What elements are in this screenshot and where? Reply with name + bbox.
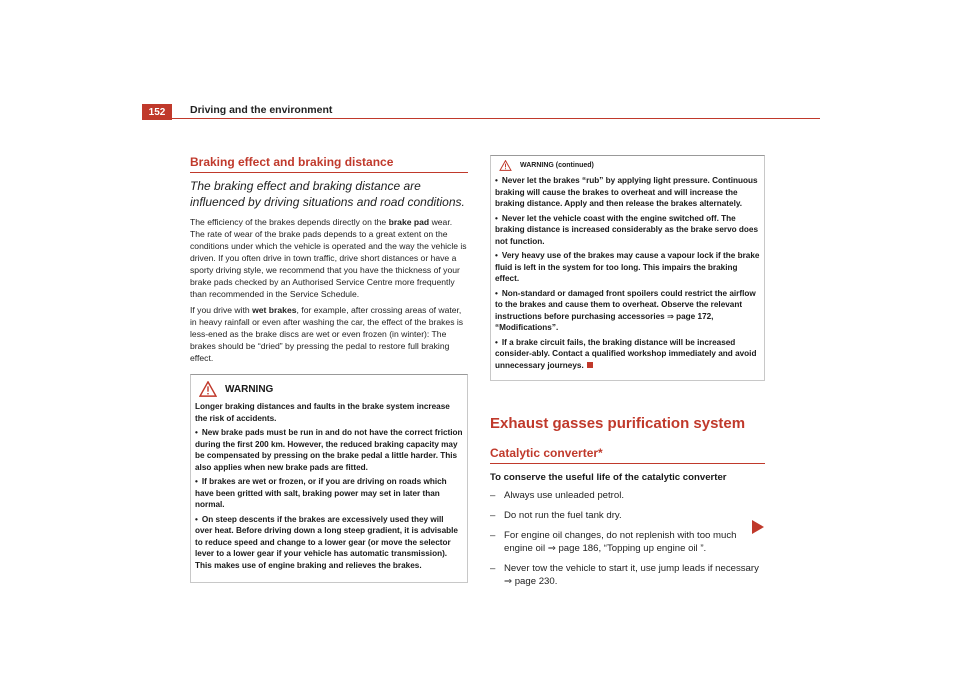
- step-text: Do not run the fuel tank dry.: [504, 510, 622, 521]
- section-title-braking: Braking effect and braking distance: [190, 155, 468, 173]
- bullet-icon: •: [495, 288, 498, 298]
- warning-bullet: [495, 250, 760, 285]
- text-span: , for example, after crossing areas of water, in heavy rainfall or even after washing the car, the effect of the brakes is less-ened as the brake discs are wet or even frozen (in winter): The brakes should be “dried” by pressing the pedal to restore full braking effect.: [190, 305, 464, 363]
- warning-header: [499, 160, 760, 171]
- steps-list: [490, 489, 765, 588]
- steps-intro: To conserve the useful life of the catalytic converter: [490, 472, 727, 483]
- step-text: Never tow the vehicle to start it, use jump leads if necessary ⇒ page 230.: [504, 563, 759, 587]
- text-span: If you drive with: [190, 305, 253, 315]
- bullet-icon: •: [495, 251, 498, 260]
- chapter-title: Driving and the environment: [190, 104, 333, 116]
- dash-marker: –: [490, 490, 496, 501]
- bullet-text: If a brake circuit fails, the braking distance will be increased consider-ably. Contact a qualified workshop immediately and avoid unnecessary journeys.: [495, 337, 757, 370]
- warning-bullet: [195, 476, 463, 511]
- paragraph-brake-pads: [190, 216, 468, 300]
- warning-bullet: [495, 175, 760, 210]
- page-number: 152: [142, 104, 172, 120]
- dash-marker: –: [490, 530, 496, 541]
- bold-term: wet brakes: [252, 305, 297, 315]
- bullet-text: If brakes are wet or frozen, or if you are driving on roads which have been gritted with salt, braking power may set in later than normal.: [195, 477, 447, 509]
- paragraph-wet-brakes: [190, 304, 468, 364]
- warning-triangle-icon: [499, 160, 512, 171]
- bullet-icon: •: [495, 213, 498, 223]
- warning-header: [199, 381, 463, 397]
- bold-term: brake pad: [388, 217, 430, 227]
- bullet-text: Non-standard or damaged front spoilers could restrict the airflow to the brakes and cause them to overheat. Observe the relevant instructions before purchasing accessories ⇒ page 172, “Modifications”.: [495, 288, 756, 332]
- warning-bullet: [195, 514, 463, 572]
- step-text: Always use unleaded petrol.: [504, 490, 624, 501]
- left-column: [190, 155, 468, 583]
- bullet-text: Never let the vehicle coast with the engine switched off. The braking distance is increased considerably as the brake servo does not function.: [495, 213, 759, 246]
- list-item: [490, 529, 765, 555]
- list-item: [490, 562, 765, 588]
- chapter-heading-exhaust: Exhaust gasses purification system: [490, 415, 746, 432]
- warning-bullet: [495, 337, 760, 372]
- bullet-icon: •: [195, 477, 198, 486]
- dash-marker: –: [490, 510, 496, 521]
- warning-continued-box: [490, 155, 765, 381]
- warning-triangle-icon: [199, 381, 217, 397]
- bullet-text: On steep descents if the brakes are excessively used they will over heat. Before driving down a long steep gradient, it is advisable to reduce speed and change to a lower gear (or move the selector lever to a lower gear if your vehicle has automatic transmission). This makes use of engine braking and relieves the brakes.: [195, 514, 458, 570]
- end-of-section-icon: [587, 362, 593, 368]
- bullet-text: Never let the brakes “rub” by applying light pressure. Continuous braking will cause the brakes to overheat and will increase the braking distance. Apply and then release the brakes alternately.: [495, 176, 758, 208]
- bullet-text: New brake pads must be run in and do not have the correct friction during the first 200 km. However, the reduced braking capacity may be compensated by pressing on the brake pedal a little harder. This also applies when new brake pads are fitted.: [195, 428, 463, 472]
- warning-bullet: [495, 288, 760, 334]
- bullet-icon: •: [195, 428, 198, 437]
- dash-marker: –: [490, 563, 496, 574]
- warning-bullet: [195, 427, 463, 473]
- warning-continued-label: WARNING (continued): [520, 162, 594, 169]
- header-rule: [172, 118, 820, 119]
- warning-intro: Longer braking distances and faults in the brake system increase the risk of accidents.: [195, 402, 450, 423]
- warning-bullet: [495, 213, 760, 248]
- section-subtitle: The braking effect and braking distance are influenced by driving situations and road conditions.: [190, 179, 465, 209]
- next-page-arrow-icon[interactable]: [752, 520, 764, 534]
- bullet-icon: •: [495, 337, 498, 347]
- text-span: wear. The rate of wear of the brake pads depends to a great extent on the conditions under which the vehicle is operated and the way the vehicle is driven. If you often drive in town traffic, drive short distances or have a sporty driving style, we recommend that you have the thickness of your brake pads checked by an Authorised Service Centre more frequently than recommended in the Service Schedule.: [190, 217, 467, 299]
- text-span: The efficiency of the brakes depends directly on the: [190, 217, 389, 227]
- list-item: [490, 509, 765, 522]
- bullet-icon: •: [495, 176, 498, 185]
- step-text: For engine oil changes, do not replenish with too much engine oil ⇒ page 186, “Topping up engine oil ”.: [504, 530, 737, 554]
- right-column: [490, 155, 765, 595]
- section-title-catalytic: Catalytic converter*: [490, 446, 765, 464]
- bullet-icon: •: [195, 514, 198, 524]
- bullet-text: Very heavy use of the brakes may cause a vapour lock if the brake fluid is left in the system for too long. This impairs the braking effect.: [495, 251, 760, 283]
- warning-box: [190, 374, 468, 583]
- warning-label: WARNING: [225, 383, 274, 395]
- list-item: [490, 489, 765, 502]
